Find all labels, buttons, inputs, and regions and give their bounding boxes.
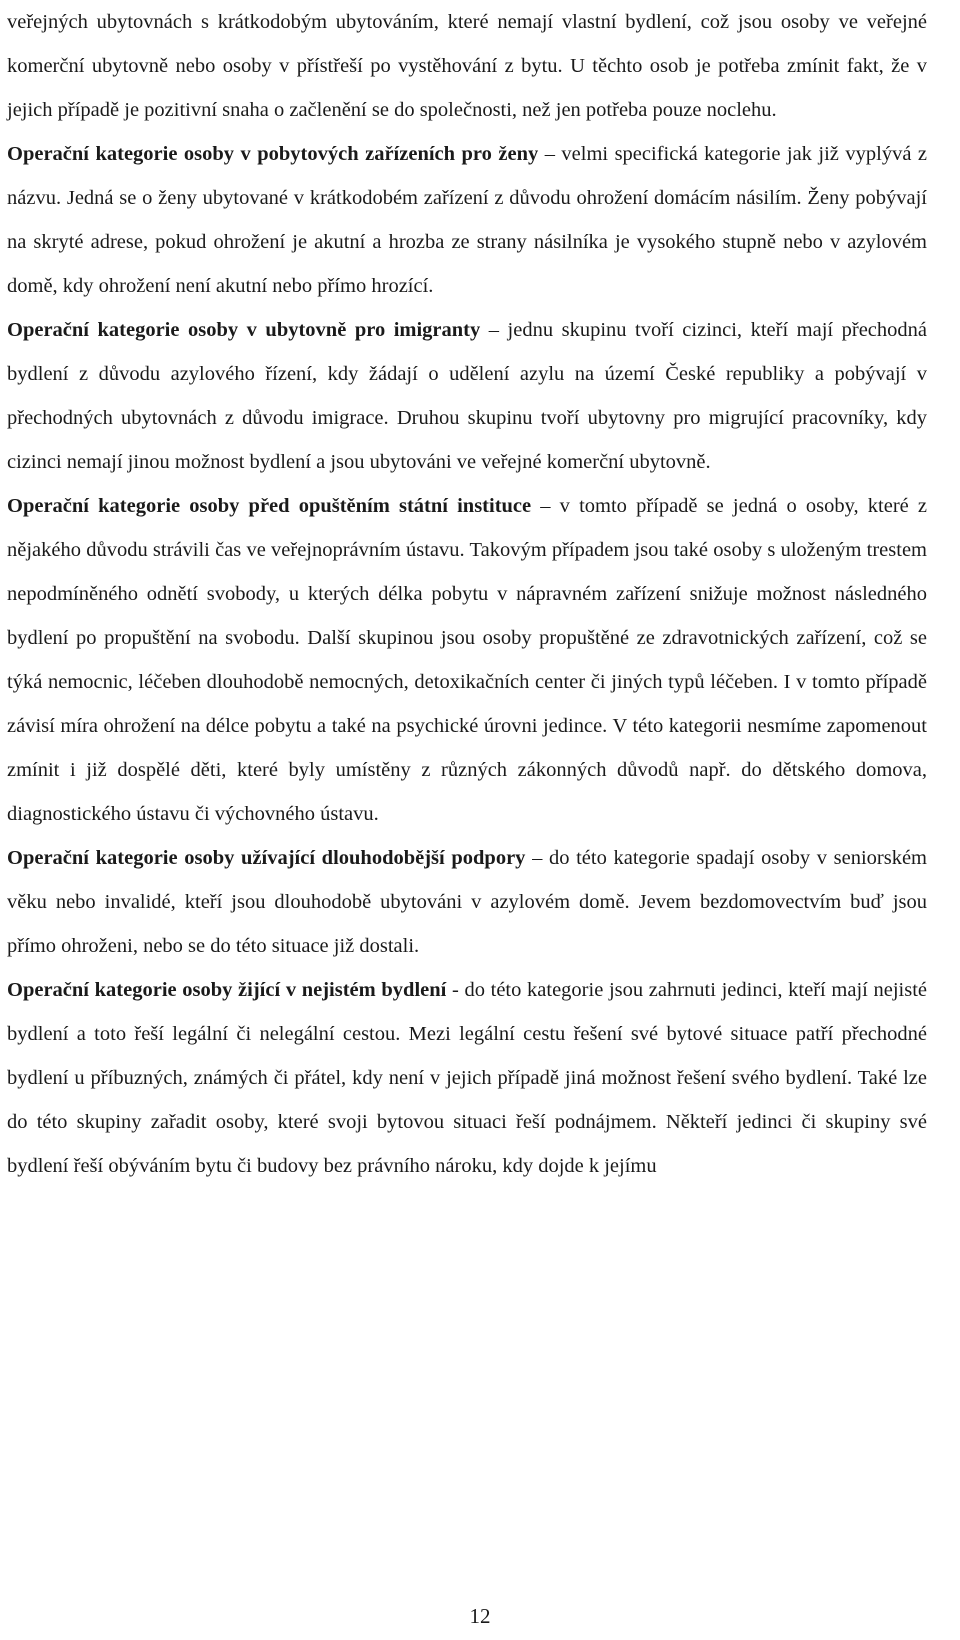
paragraph [7, 132, 927, 308]
paragraph-heading: Operační kategorie osoby před opuštěním státní instituce [7, 495, 532, 517]
paragraph-text: – jednu skupinu tvoří cizinci, kteří mají přechodná bydlení z důvodu azylového řízení, kdy žádají o udělení azylu na území České republiky a pobývají v přechodných ubytovnách z důvodu imigrace. Druhou skupinu tvoří ubytovny pro migrující pracovníky, kdy cizinci nemají jinou možnost bydlení a jsou ubytováni ve veřejné komerční ubytovně. [7, 319, 927, 473]
paragraph-heading: Operační kategorie osoby v ubytovně pro imigranty [7, 319, 481, 341]
paragraph-text: – v tomto případě se jedná o osoby, které z nějakého důvodu strávili čas ve veřejnoprávním ústavu. Takovým případem jsou také osoby s uloženým trestem nepodmíněného odnětí svobody, u kterých délka pobytu v nápravném zařízení snižuje možnost následného bydlení po propuštění na svobodu. Další skupinou jsou osoby propuštěné ze zdravotnických zařízení, což se týká nemocnic, léčeben dlouhodobě nemocných, detoxikačních center či jiných typů léčeben. I v tomto případě závisí míra ohrožení na délce pobytu a také na psychické úrovni jedince. V této kategorii nesmíme zapomenout zmínit i již dospělé děti, které byly umístěny z různých zákonných důvodů např. do dětského domova, diagnostického ústavu či výchovného ústavu. [7, 495, 927, 825]
paragraph-heading: Operační kategorie osoby žijící v nejistém bydlení [7, 979, 447, 1001]
paragraph-heading: Operační kategorie osoby v pobytových zařízeních pro ženy [7, 143, 539, 165]
paragraph-text: – velmi specifická kategorie jak již vyplývá z názvu. Jedná se o ženy ubytované v krátkodobém zařízení z důvodu ohrožení domácím násilím. Ženy pobývají na skryté adrese, pokud ohrožení je akutní a hrozba ze strany násilníka je vysokého stupně nebo v azylovém domě, kdy ohrožení není akutní nebo přímo hrozící. [7, 143, 927, 297]
paragraph [7, 0, 927, 132]
paragraph [7, 968, 927, 1188]
paragraph-heading: Operační kategorie osoby užívající dlouhodobější podpory [7, 847, 526, 869]
body-text [7, 0, 927, 1188]
page-number: 12 [469, 1604, 491, 1628]
paragraph-text: veřejných ubytovnách s krátkodobým ubytováním, které nemají vlastní bydlení, což jsou osoby ve veřejné komerční ubytovně nebo osoby v přístřeší po vystěhování z bytu. U těchto osob je potřeba zmínit fakt, že v jejich případě je pozitivní snaha o začlenění se do společnosti, než jen potřeba pouze noclehu. [7, 11, 927, 121]
paragraph [7, 484, 927, 836]
paragraph-text: – do této kategorie spadají osoby v seniorském věku nebo invalidé, kteří jsou dlouhodobě ubytováni v azylovém domě. Jevem bezdomovectvím buď jsou přímo ohroženi, nebo se do této situace již dostali. [7, 847, 927, 957]
paragraph [7, 308, 927, 484]
paragraph [7, 836, 927, 968]
paragraph-text: - do této kategorie jsou zahrnuti jedinci, kteří mají nejisté bydlení a toto řeší legální či nelegální cestou. Mezi legální cestu řešení své bytové situace patří přechodné bydlení u příbuzných, známých či přátel, kdy není v jejich případě jiná možnost řešení svého bydlení. Také lze do této skupiny zařadit osoby, které svoji bytovou situaci řeší podnájmem. Někteří jedinci či skupiny své bydlení řeší obýváním bytu či budovy bez právního nároku, kdy dojde k jejímu [7, 979, 927, 1177]
